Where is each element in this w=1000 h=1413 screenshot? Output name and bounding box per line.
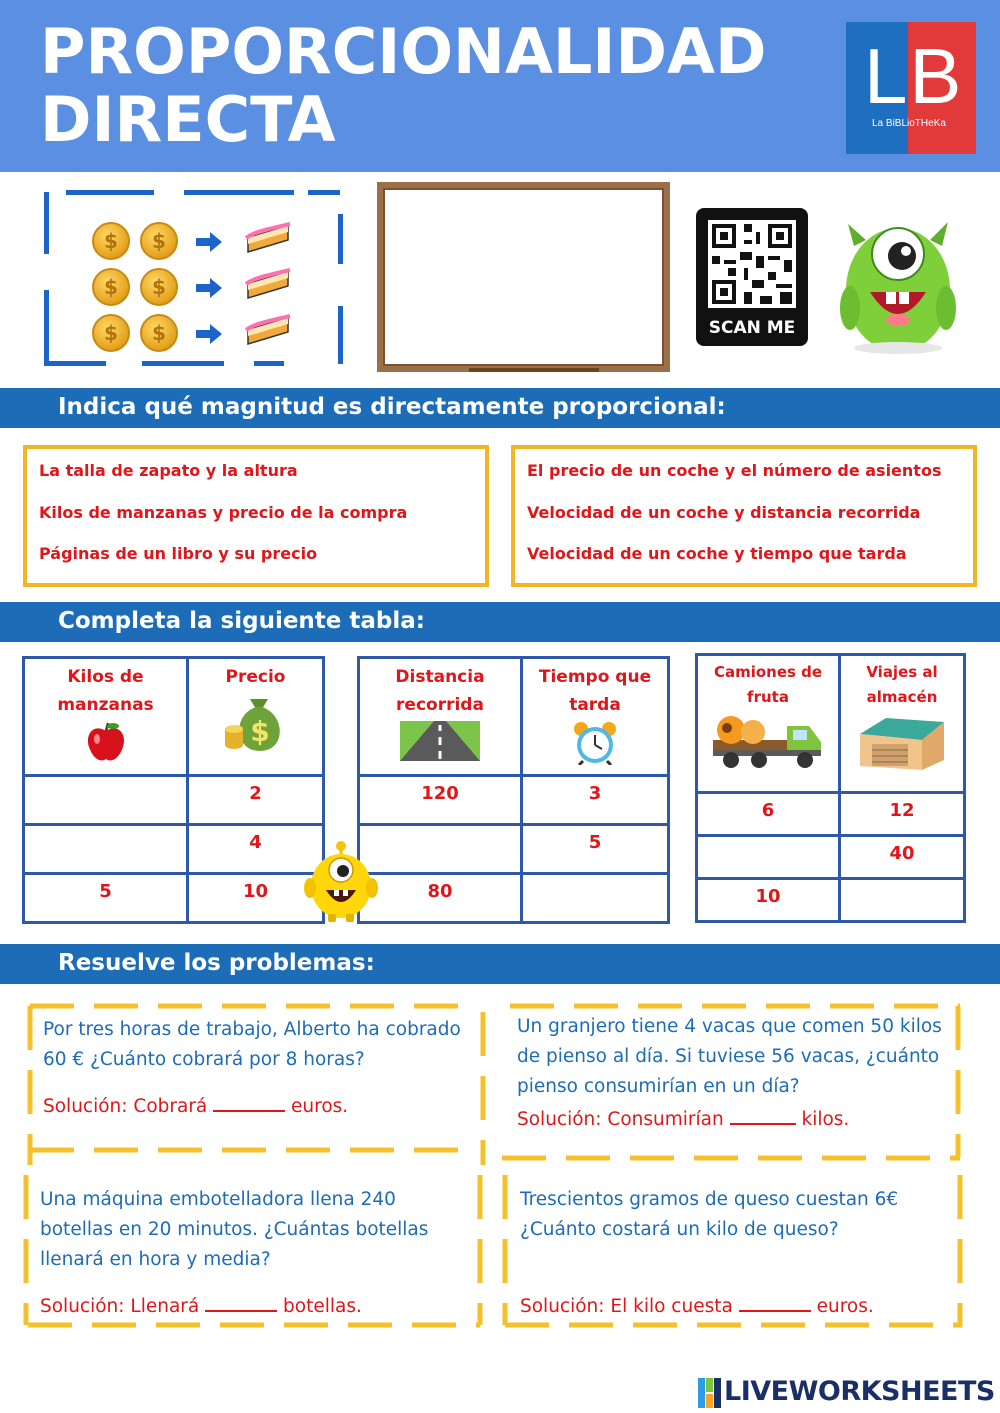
answer-blank[interactable] (213, 1094, 285, 1112)
table-cell: 5 (24, 874, 188, 923)
proportion-table-distance (357, 656, 670, 924)
section-bar-problems (0, 944, 1000, 984)
green-monster (836, 196, 960, 354)
table-cell[interactable] (840, 879, 965, 922)
header-band (0, 0, 1000, 172)
table-header: Tiempo que tarda (522, 658, 669, 776)
cake-slice-icon (244, 222, 292, 256)
option-item[interactable]: El precio de un coche y el número de asientos (527, 461, 942, 480)
section-title-magnitudes: Indica qué magnitud es directamente proporcional: (58, 394, 726, 420)
table-cell: 4 (188, 825, 324, 874)
yellow-monster (304, 840, 378, 924)
labibliotheka-logo (846, 22, 976, 154)
table-header: Kilos de manzanas (24, 658, 188, 776)
liveworksheets-logo-icon (698, 1378, 722, 1408)
table-cell: 5 (522, 825, 669, 874)
apple-icon (83, 721, 129, 763)
proportion-table-apples (22, 656, 325, 924)
coin-icon (92, 222, 130, 260)
qr-pattern (708, 220, 796, 308)
coin-icon (92, 268, 130, 306)
option-item[interactable]: Kilos de manzanas y precio de la compra (39, 503, 408, 522)
table-cell: 120 (359, 776, 522, 825)
table-cell[interactable] (24, 776, 188, 825)
table-cell[interactable] (359, 825, 522, 874)
table-cell: 6 (697, 793, 840, 836)
coins-to-cake-illustration (44, 190, 344, 366)
section-title-problems: Resuelve los problemas: (58, 950, 375, 976)
table-cell: 12 (840, 793, 965, 836)
arrow-right-icon (196, 324, 222, 344)
table-cell: 40 (840, 836, 965, 879)
table-cell[interactable] (522, 874, 669, 923)
alarm-clock-icon (571, 721, 619, 765)
coin-icon (140, 314, 178, 352)
problem-solution: Solución: Llenará botellas. (40, 1296, 362, 1317)
answer-blank[interactable] (739, 1294, 811, 1312)
svg-text:$: $ (249, 715, 270, 748)
table-header: Precio $ (188, 658, 324, 776)
table-cell: 10 (697, 879, 840, 922)
table-cell[interactable] (697, 836, 840, 879)
table-header: Camiones de fruta (697, 655, 840, 793)
table-cell: 80 (359, 874, 522, 923)
title-line-1: PROPORCIONALIDAD (40, 15, 767, 88)
qr-code[interactable] (696, 208, 808, 346)
options-right-box (511, 445, 977, 587)
table-cell[interactable] (24, 825, 188, 874)
table-header: Viajes al almacén (840, 655, 965, 793)
fruit-truck-icon (709, 712, 827, 770)
page-title (40, 15, 767, 156)
coin-icon (140, 222, 178, 260)
table-cell: 2 (188, 776, 324, 825)
problem-statement: Un granjero tiene 4 vacas que comen 50 kilos de pienso al día. Si tuviese 56 vacas, ¿cuánto pienso consumirían en un día? (517, 1016, 942, 1097)
problem-solution: Solución: Cobrará euros. (43, 1096, 349, 1117)
problem-statement: Por tres horas de trabajo, Alberto ha cobrado 60 € ¿Cuánto cobrará por 8 horas? (43, 1019, 461, 1070)
title-line-2: DIRECTA (40, 83, 336, 156)
whiteboard (377, 182, 670, 372)
problem-statement: Una máquina embotelladora llena 240 botellas en 20 minutos. ¿Cuántas botellas llenará en hora y media? (40, 1189, 429, 1270)
proportion-table-trucks (695, 653, 966, 923)
problem-statement: Trescientos gramos de queso cuestan 6€ ¿Cuánto costará un kilo de queso? (520, 1189, 899, 1240)
table-header: Distancia recorrida (359, 658, 522, 776)
section-bar-magnitudes (0, 388, 1000, 428)
option-item[interactable]: Velocidad de un coche y distancia recorrida (527, 503, 921, 522)
table-cell: 3 (522, 776, 669, 825)
warehouse-icon (856, 712, 948, 772)
problem-solution: Solución: Consumirían kilos. (517, 1109, 850, 1130)
section-title-table: Completa la siguiente tabla: (58, 608, 425, 634)
answer-blank[interactable] (205, 1294, 277, 1312)
arrow-right-icon (196, 232, 222, 252)
cake-slice-icon (244, 314, 292, 348)
option-item[interactable]: Velocidad de un coche y tiempo que tarda (527, 544, 907, 563)
table-cell: 10 (188, 874, 324, 923)
option-item[interactable]: Páginas de un libro y su precio (39, 544, 318, 563)
money-bag-icon (224, 693, 288, 753)
answer-blank[interactable] (730, 1107, 796, 1125)
coin-icon (92, 314, 130, 352)
scan-me-label: SCAN ME (708, 318, 796, 338)
section-bar-table (0, 602, 1000, 642)
options-left-box (23, 445, 489, 587)
logo-letters: LB (864, 32, 964, 120)
logo-caption: La BiBLioTHeKa (872, 118, 946, 129)
road-icon (400, 721, 480, 761)
problem-solution: Solución: El kilo cuesta euros. (520, 1296, 874, 1317)
coin-icon (140, 268, 178, 306)
cake-slice-icon (244, 268, 292, 302)
liveworksheets-label: LIVEWORKSHEETS (724, 1376, 995, 1407)
option-item[interactable]: La talla de zapato y la altura (39, 461, 298, 480)
arrow-right-icon (196, 278, 222, 298)
